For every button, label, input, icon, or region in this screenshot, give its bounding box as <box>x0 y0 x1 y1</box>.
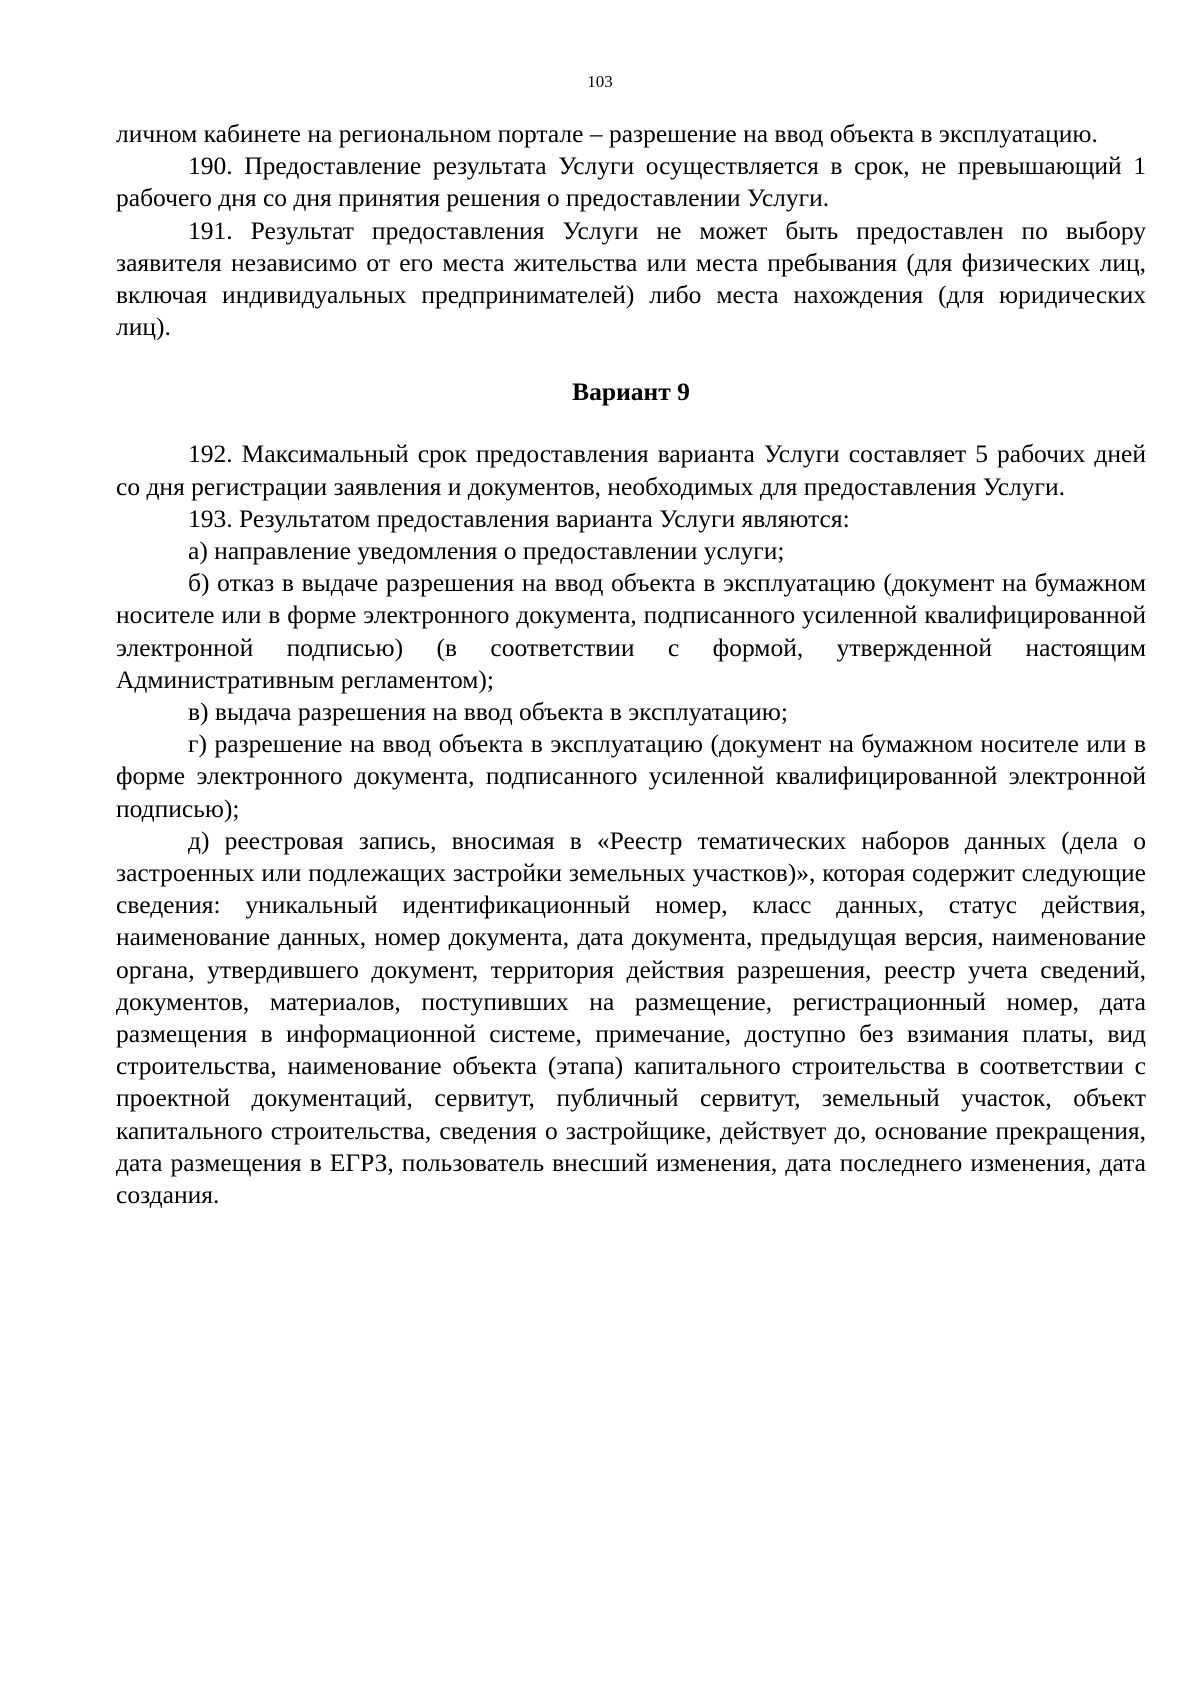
section-heading: Вариант 9 <box>572 377 690 407</box>
list-item-a: а) направление уведомления о предоставлении услуги; <box>188 536 785 566</box>
document-body <box>116 118 1146 1211</box>
paragraph-193: 193. Результатом предоставления варианта Услуги являются: <box>188 503 850 533</box>
page-number: 103 <box>587 72 613 91</box>
list-item-d: д) реестровая запись, вносимая в «Реестр тематических наборов данных (дела о застроенных или подлежащих застройки земельных участков)», которая содержит следующие сведения: уникальный идентификационный номер, класс данных, статус действия, наименование данных, номер документа, дата документа, предыдущая версия, наименование органа, утвердившего документ, территория действия разрешения, реестр учета сведений, документов, материалов, поступивших на размещение, регистрационный номер, дата размещения в информационной системе, примечание, доступно без взимания платы, вид строительства, наименование объекта (этапа) капитального строительства в соответствии с проектной документаций, сервитут, публичный сервитут, земельный участок, объект капитального строительства, сведения о застройщике, действует до, основание прекращения, дата размещения в ЕГРЗ, пользователь внесший изменения, дата последнего изменения, дата создания. <box>116 825 1146 1210</box>
paragraph-continuation: личном кабинете на региональном портале – разрешение на ввод объекта в эксплуатацию. <box>116 119 1098 148</box>
paragraph-192: 192. Максимальный срок предоставления варианта Услуги составляет 5 рабочих дней со дня регистрации заявления и документов, необходимых для предоставления Услуги. <box>116 439 1146 501</box>
list-item-g: г) разрешение на ввод объекта в эксплуатацию (документ на бумажном носителе или в форме электронного документа, подписанного усиленной квалифицированной электронной подписью); <box>116 729 1146 823</box>
paragraph-191: 191. Результат предоставления Услуги не может быть предоставлен по выбору заявителя независимо от его места жительства или места пребывания (для физических лиц, включая индивидуальных предпринимателей) либо места нахождения (для юридических лиц). <box>116 215 1146 342</box>
paragraph-190: 190. Предоставление результата Услуги осуществляется в срок, не превышающий 1 рабочего дня со дня принятия решения о предоставлении Услуги. <box>116 151 1146 213</box>
list-item-v: в) выдача разрешения на ввод объекта в эксплуатацию; <box>188 697 788 727</box>
list-item-b: б) отказ в выдаче разрешения на ввод объекта в эксплуатацию (документ на бумажном носителе или в форме электронного документа, подписанного усиленной квалифицированной электронной подписью) (в соответствии с формой, утвержденной настоящим Административным регламентом); <box>116 568 1146 694</box>
